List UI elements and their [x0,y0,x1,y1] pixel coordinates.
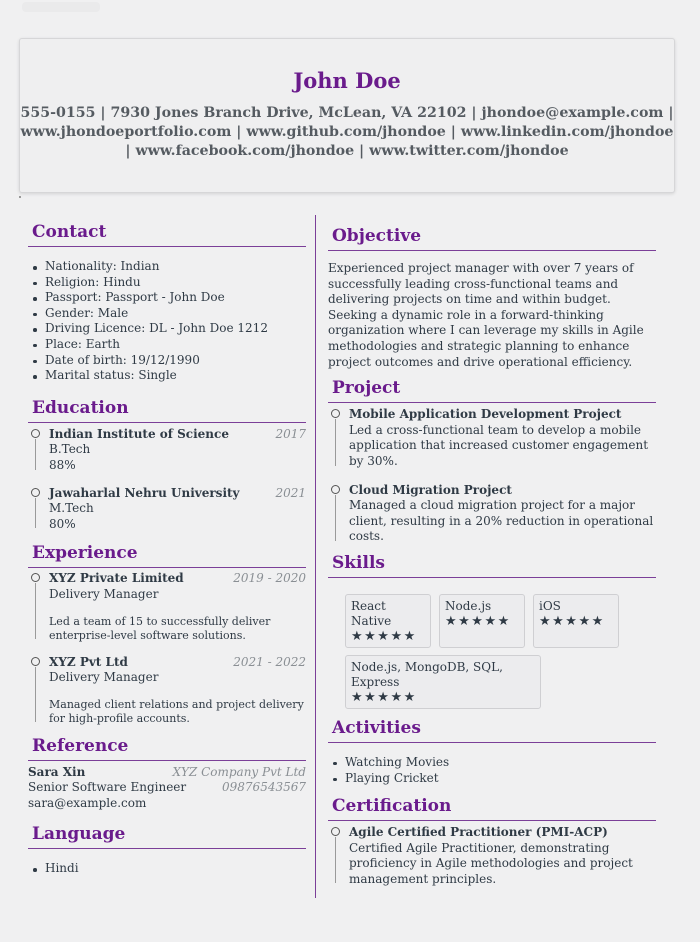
list-item: Watching Movies [328,755,656,771]
language-section [28,824,306,877]
school-name: Jawaharlal Nehru University [49,485,240,500]
activities-list [328,755,656,786]
dates: 2021 - 2022 [233,654,306,669]
section-title: Education [28,398,306,423]
degree: M.Tech [49,501,94,516]
contact-line-1: 555-0155 | 7930 Jones Branch Drive, McLean, VA 22102 | jhondoe@example.com | [20,105,674,121]
school-name: Indian Institute of Science [49,426,229,441]
role: Delivery Manager [49,586,159,601]
left-column [28,222,306,877]
star-rating: ★★★★★ [351,689,417,705]
reference-name: Sara Xin [28,764,86,779]
section-title: Skills [328,553,656,578]
section-title: Certification [328,796,656,821]
experience-section [28,543,306,725]
year: 2017 [275,426,306,441]
project-name: Mobile Application Development Project [349,407,622,422]
list-item: Driving Licence: DL - John Doe 1212 [28,321,306,337]
year: 2021 [275,485,306,500]
skill-card [439,594,525,648]
list-item: Passport: Passport - John Doe [28,290,306,306]
education-item [28,427,306,474]
dates: 2019 - 2020 [233,571,306,586]
contact-list [28,259,306,384]
skill-name: React Native [351,598,392,628]
degree: B.Tech [49,442,91,457]
description: Managed client relations and project delivery for high-profile accounts. [49,697,304,725]
reference-company: XYZ Company Pvt Ltd [172,764,306,779]
project-description: Led a cross-functional team to develop a mobile application that increased customer engagement by 30%. [349,422,649,468]
skills-grid [328,594,656,709]
section-title: Language [28,824,306,849]
skill-name: Node.js [445,598,492,613]
certification-item [328,825,656,887]
list-item: Playing Cricket [328,771,656,787]
skill-card [533,594,619,648]
project-item [328,407,656,469]
project-description: Managed a cloud migration project for a major client, resulting in a 20% reduction in operational costs. [349,498,654,544]
skill-card [345,594,431,648]
reference-section [28,736,306,812]
education-item [28,486,306,533]
skill-name: iOS [539,598,561,613]
section-title: Project [328,378,656,403]
candidate-name: John Doe [293,68,401,93]
stray-dot [19,196,21,198]
contact-line-3: | www.facebook.com/jhondoe | www.twitter.com/jhondoe [125,143,569,159]
section-title: Reference [28,736,306,761]
certification-name: Agile Certified Practitioner (PMI-ACP) [349,825,608,840]
star-rating: ★★★★★ [351,628,417,644]
education-section [28,398,306,533]
experience-item [28,571,306,642]
list-item: Place: Earth [28,337,306,353]
score: 80% [49,516,76,531]
skill-card [345,655,541,709]
reference-phone: 09876543567 [222,780,306,795]
description: Led a team of 15 to successfully deliver enterprise-level software solutions. [49,614,271,642]
skills-section [328,553,656,709]
faded-label [22,2,100,12]
language-list [28,861,306,877]
contact-lines [20,104,674,161]
company-name: XYZ Private Limited [49,571,184,586]
list-item: Hindi [28,861,306,877]
section-title: Activities [328,718,656,743]
list-item: Marital status: Single [28,368,306,384]
section-title: Objective [328,226,656,251]
star-rating: ★★★★★ [539,613,605,629]
section-title: Experience [28,543,306,568]
contact-line-2: www.jhondoeportfolio.com | www.github.com/jhondoe | www.linkedin.com/jhondoe [20,124,674,140]
reference-position: Senior Software Engineer [28,780,187,795]
company-name: XYZ Pvt Ltd [49,654,128,669]
objective-section [328,226,656,370]
reference-email: sara@example.com [28,795,147,810]
list-item: Gender: Male [28,306,306,322]
column-divider [315,215,316,898]
list-item: Religion: Hindu [28,275,306,291]
activities-section [328,718,656,786]
right-column [328,226,656,887]
project-section [328,378,656,545]
objective-text: Experienced project manager with over 7 years of successfully leading cross-functional teams and delivering projects on time and within budget. Seeking a dynamic role in a forward-thinking organization where I can leverage my skills in Agile methodologies and strategic planning to enhance project outcomes and drive operational efficiency. [328,261,644,369]
certification-description: Certified Agile Practitioner, demonstrating proficiency in Agile methodologies and project management principles. [349,840,633,886]
certification-section [328,796,656,887]
section-title: Contact [28,222,306,247]
list-item: Date of birth: 19/12/1990 [28,353,306,369]
contact-section [28,222,306,384]
project-item [328,483,656,545]
resume-header [19,38,675,193]
role: Delivery Manager [49,670,159,685]
project-name: Cloud Migration Project [349,482,512,497]
star-rating: ★★★★★ [445,613,511,629]
score: 88% [49,457,76,472]
skill-name: Node.js, MongoDB, SQL, Express [351,659,503,689]
list-item: Nationality: Indian [28,259,306,275]
experience-item [28,655,306,726]
